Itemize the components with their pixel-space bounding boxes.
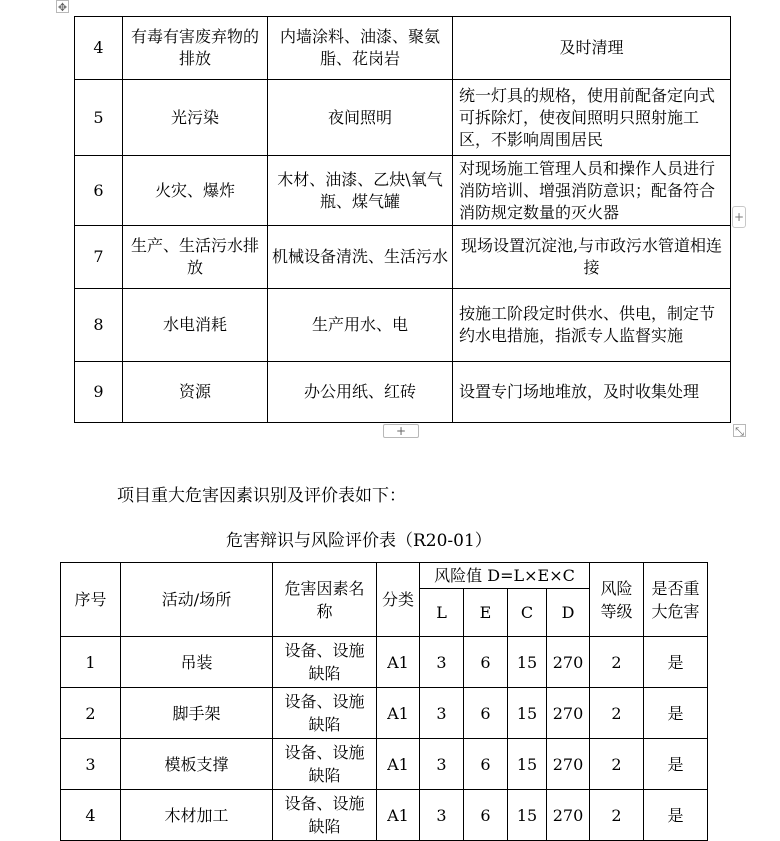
intro-paragraph: 项目重大危害因素识别及评价表如下： [117,486,406,506]
hazard-risk-table [60,562,708,841]
value-E: 6 [464,790,508,841]
control-measure: 对现场施工管理人员和操作人员进行消防培训、增强消防意识；配备符合消防规定数量的灭火器 [453,156,731,226]
risk-level: 2 [590,637,644,688]
header-category: 分类 [377,563,420,637]
insert-row-button[interactable]: + [383,424,419,438]
control-measure: 按施工阶段定时供水、供电，制定节约水电措施，指派专人监督实施 [453,289,731,362]
major-hazard: 是 [644,739,708,790]
value-L: 3 [420,637,464,688]
header-E: E [464,589,508,637]
factor-source: 内墙涂料、油漆、聚氨脂、花岗岩 [268,17,453,80]
major-hazard: 是 [644,637,708,688]
header-L: L [420,589,464,637]
hazard: 设备、设施缺陷 [273,790,377,841]
factor-source: 机械设备清洗、生活污水 [268,226,453,289]
activity: 木材加工 [121,790,273,841]
table-row [61,637,708,688]
factor-name: 有毒有害废弃物的排放 [123,17,268,80]
table-row [75,226,731,289]
factor-source: 生产用水、电 [268,289,453,362]
header-risk-value: 风险值 D=L×E×C [420,563,590,589]
row-number: 3 [61,739,121,790]
activity: 脚手架 [121,688,273,739]
row-number: 2 [61,688,121,739]
factor-source: 夜间照明 [268,80,453,156]
activity: 模板支撑 [121,739,273,790]
table-move-handle-icon[interactable]: ✥ [57,1,68,14]
hazard: 设备、设施缺陷 [273,688,377,739]
header-hazard: 危害因素名称 [273,563,377,637]
value-E: 6 [464,637,508,688]
header-no: 序号 [61,563,121,637]
value-C: 15 [508,790,547,841]
table-row [61,688,708,739]
environment-factor-table [74,16,731,423]
row-number: 4 [75,17,123,80]
insert-column-button[interactable]: + [732,206,746,228]
factor-name: 水电消耗 [123,289,268,362]
table-row [75,156,731,226]
table-row [75,80,731,156]
header-row [61,563,708,589]
value-D: 270 [547,790,590,841]
value-C: 15 [508,637,547,688]
value-D: 270 [547,637,590,688]
row-number: 9 [75,362,123,423]
factor-name: 生产、生活污水排放 [123,226,268,289]
row-number: 4 [61,790,121,841]
header-activity: 活动/场所 [121,563,273,637]
activity: 吊装 [121,637,273,688]
table-row [61,790,708,841]
control-measure: 及时清理 [453,17,731,80]
risk-level: 2 [590,790,644,841]
header-major: 是否重大危害 [644,563,708,637]
value-E: 6 [464,739,508,790]
control-measure: 设置专门场地堆放，及时收集处理 [453,362,731,423]
hazard: 设备、设施缺陷 [273,637,377,688]
major-hazard: 是 [644,688,708,739]
header-C: C [508,589,547,637]
risk-level: 2 [590,739,644,790]
table-row [75,17,731,80]
control-measure: 统一灯具的规格，使用前配备定向式可拆除灯，使夜间照明只照射施工区，不影响周围居民 [453,80,731,156]
row-number: 6 [75,156,123,226]
row-number: 1 [61,637,121,688]
category: A1 [377,688,420,739]
category: A1 [377,790,420,841]
row-number: 7 [75,226,123,289]
factor-name: 光污染 [123,80,268,156]
category: A1 [377,739,420,790]
value-L: 3 [420,688,464,739]
value-D: 270 [547,688,590,739]
hazard: 设备、设施缺陷 [273,739,377,790]
value-C: 15 [508,739,547,790]
value-D: 270 [547,739,590,790]
factor-name: 资源 [123,362,268,423]
factor-source: 办公用纸、红砖 [268,362,453,423]
row-number: 8 [75,289,123,362]
table-row [75,362,731,423]
control-measure: 现场设置沉淀池,与市政污水管道相连接 [453,226,731,289]
major-hazard: 是 [644,790,708,841]
table-row [61,739,708,790]
table-caption: 危害辩识与风险评价表（R20-01） [226,531,492,551]
value-C: 15 [508,688,547,739]
value-L: 3 [420,790,464,841]
risk-level: 2 [590,688,644,739]
header-D: D [547,589,590,637]
table-resize-handle-icon[interactable]: ⤡ [733,424,746,437]
factor-source: 木材、油漆、乙炔\氧气瓶、煤气罐 [268,156,453,226]
category: A1 [377,637,420,688]
header-level: 风险等级 [590,563,644,637]
value-L: 3 [420,739,464,790]
value-E: 6 [464,688,508,739]
table-row [75,289,731,362]
row-number: 5 [75,80,123,156]
factor-name: 火灾、爆炸 [123,156,268,226]
